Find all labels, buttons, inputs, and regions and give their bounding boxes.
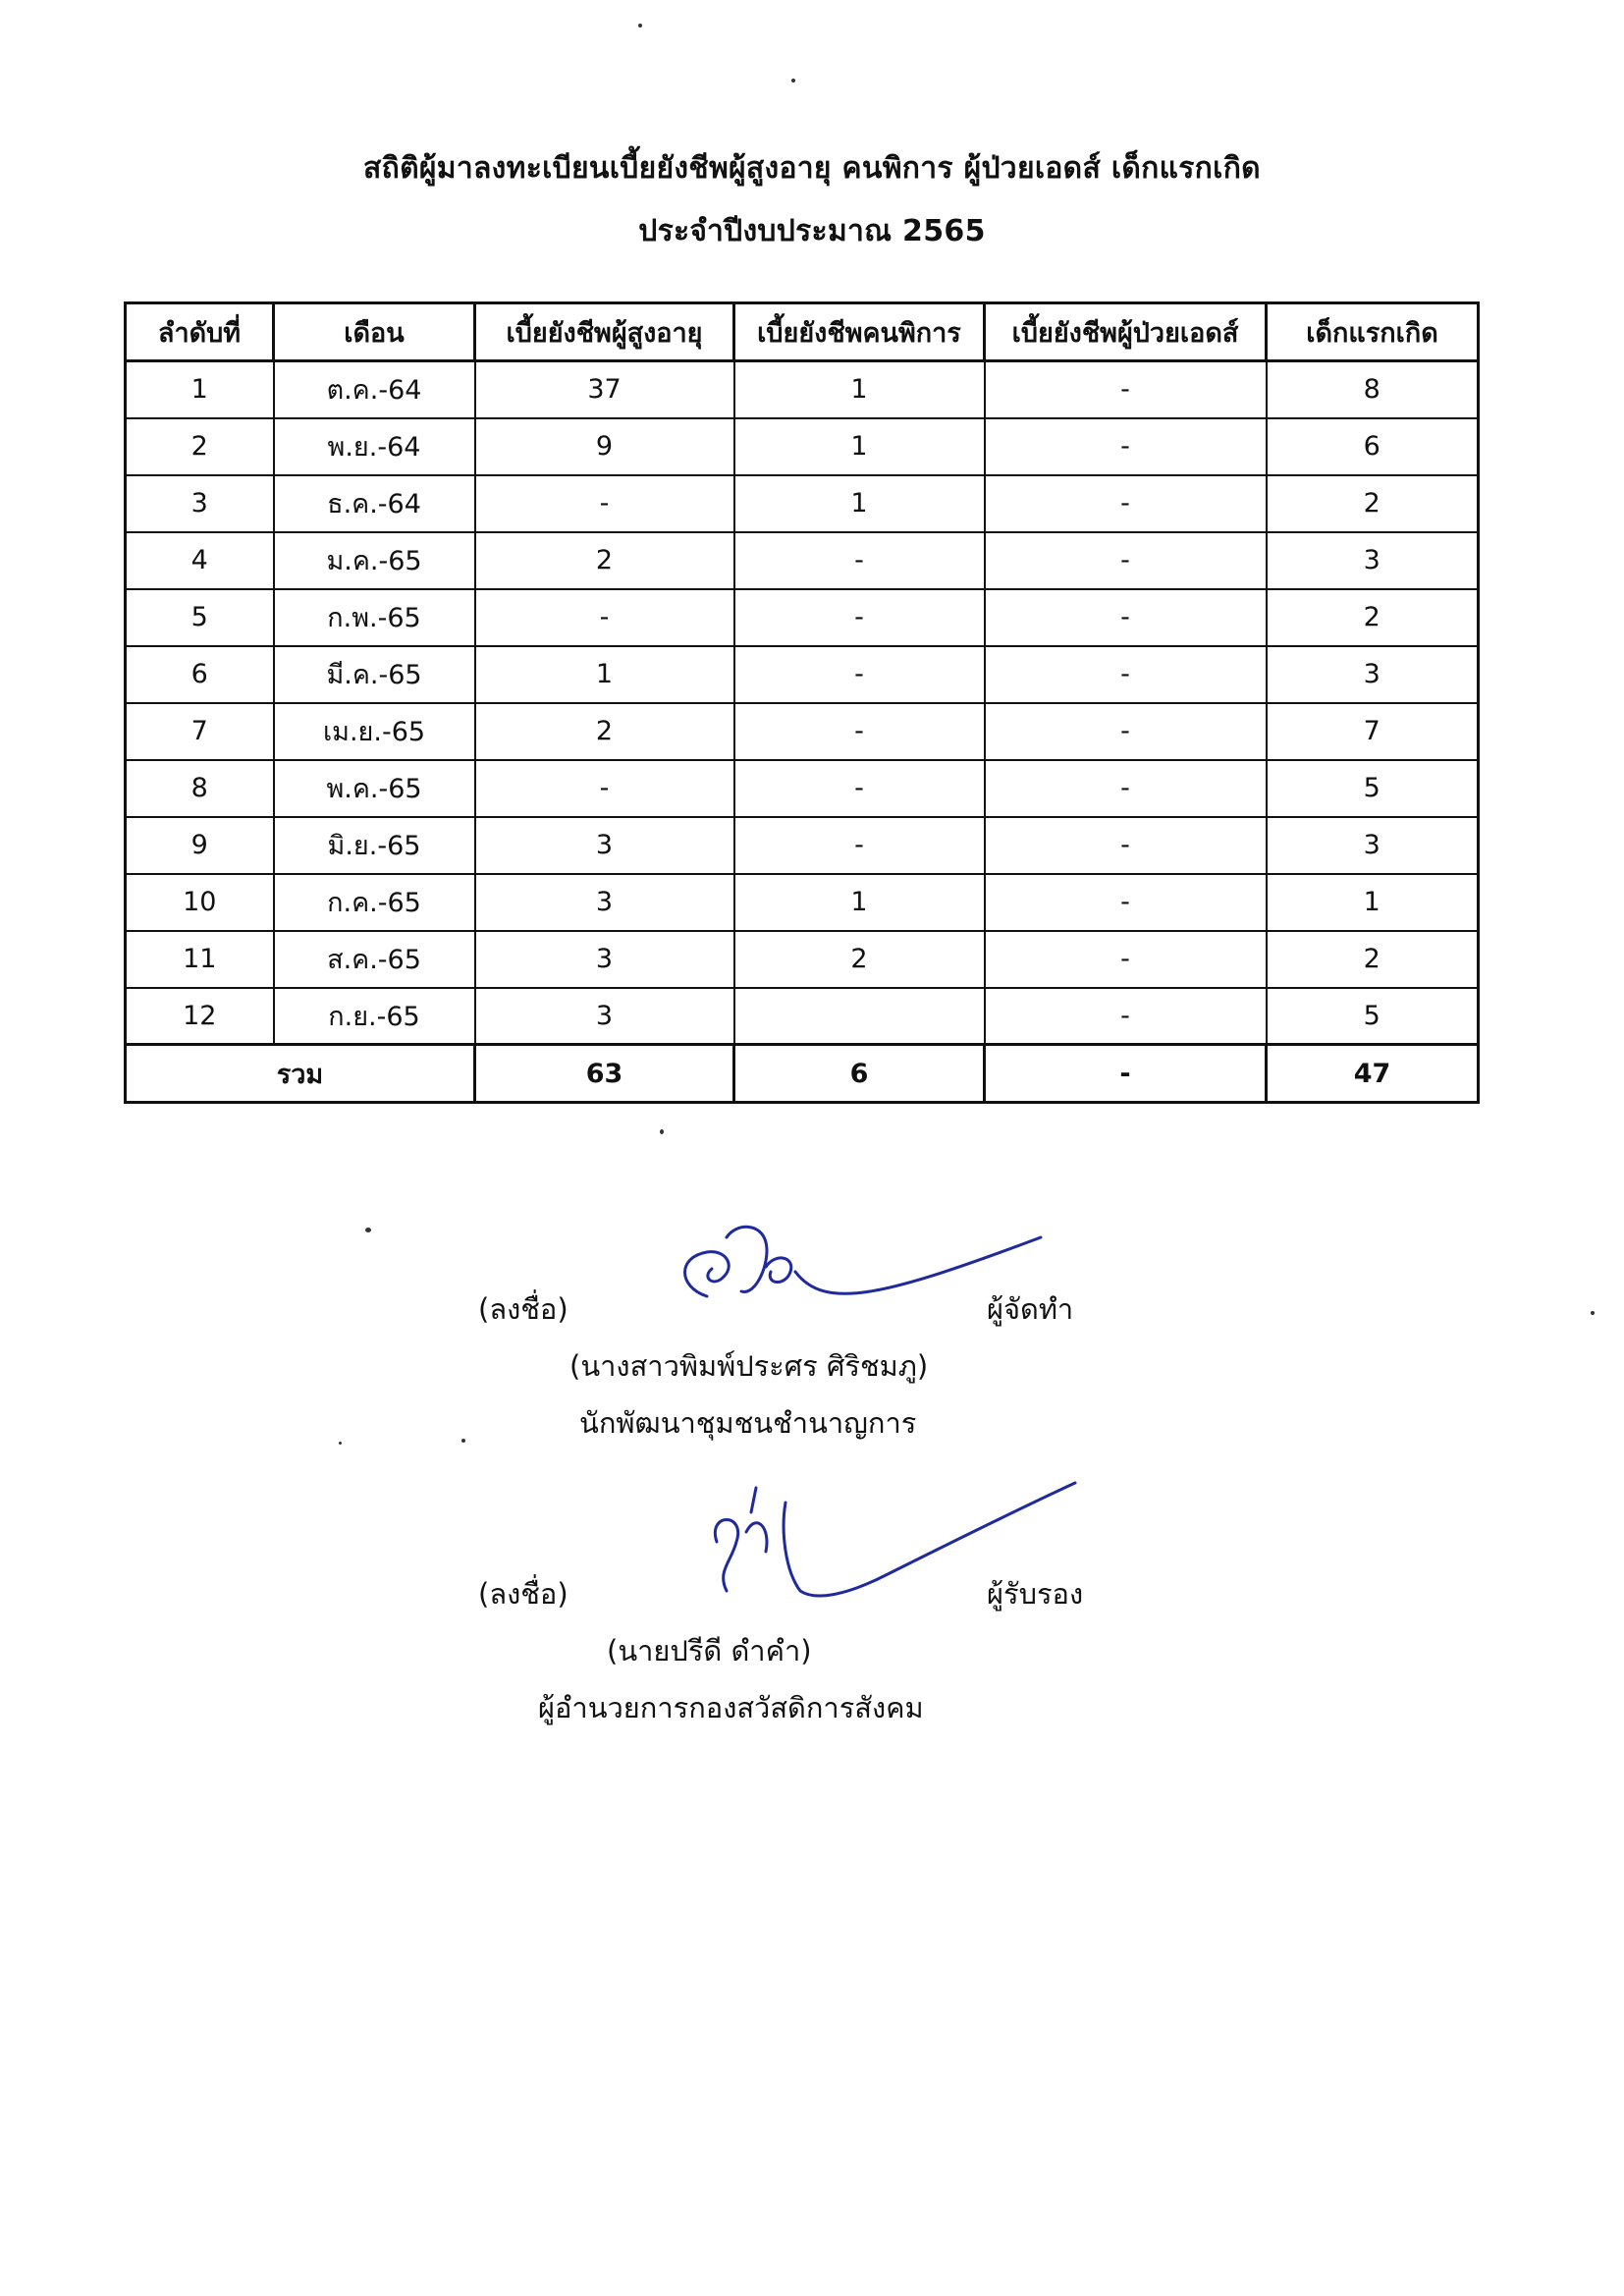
- table-row: [126, 418, 1479, 475]
- cell-elderly: 3: [475, 817, 734, 874]
- cell-month: ก.พ.-65: [274, 589, 475, 646]
- table-row: [126, 931, 1479, 988]
- cell-newborn: 2: [1267, 475, 1479, 532]
- cell-order: 11: [126, 931, 274, 988]
- cell-disabled: -: [734, 532, 985, 589]
- scan-speck: [1591, 1311, 1595, 1315]
- table-row: [126, 874, 1479, 931]
- cell-elderly: 2: [475, 532, 734, 589]
- cell-order: 10: [126, 874, 274, 931]
- total-elderly: 63: [475, 1045, 734, 1103]
- total-row: [126, 1045, 1479, 1103]
- cell-elderly: -: [475, 760, 734, 817]
- table-row: [126, 760, 1479, 817]
- cell-order: 12: [126, 988, 274, 1045]
- cell-elderly: 37: [475, 361, 734, 418]
- table-row: [126, 361, 1479, 418]
- approver-role: ผู้รับรอง: [987, 1577, 1084, 1611]
- cell-aids: -: [985, 817, 1267, 874]
- cell-aids: -: [985, 532, 1267, 589]
- cell-newborn: 2: [1267, 589, 1479, 646]
- cell-order: 8: [126, 760, 274, 817]
- cell-disabled: 1: [734, 418, 985, 475]
- cell-order: 3: [126, 475, 274, 532]
- cell-order: 2: [126, 418, 274, 475]
- cell-month: ธ.ค.-64: [274, 475, 475, 532]
- cell-elderly: 2: [475, 703, 734, 760]
- cell-aids: -: [985, 874, 1267, 931]
- cell-aids: -: [985, 988, 1267, 1045]
- cell-newborn: 3: [1267, 532, 1479, 589]
- header-order: ลำดับที่: [126, 303, 274, 361]
- cell-disabled: -: [734, 589, 985, 646]
- header-month: เดือน: [274, 303, 475, 361]
- cell-disabled: 2: [734, 931, 985, 988]
- cell-newborn: 7: [1267, 703, 1479, 760]
- table-row: [126, 589, 1479, 646]
- cell-order: 4: [126, 532, 274, 589]
- cell-month: ม.ค.-65: [274, 532, 475, 589]
- table-row: [126, 475, 1479, 532]
- cell-elderly: -: [475, 589, 734, 646]
- cell-aids: -: [985, 418, 1267, 475]
- cell-elderly: 3: [475, 988, 734, 1045]
- scan-speck: [461, 1439, 465, 1443]
- cell-newborn: 1: [1267, 874, 1479, 931]
- cell-disabled: -: [734, 817, 985, 874]
- cell-month: พ.ย.-64: [274, 418, 475, 475]
- cell-newborn: 8: [1267, 361, 1479, 418]
- cell-aids: -: [985, 931, 1267, 988]
- cell-disabled: -: [734, 646, 985, 703]
- cell-aids: -: [985, 475, 1267, 532]
- scan-speck: [339, 1442, 342, 1445]
- approver-sign-label: (ลงชื่อ): [478, 1577, 568, 1611]
- scan-speck: [660, 1129, 664, 1134]
- document-subtitle: ประจำปีงบประมาณ 2565: [638, 214, 986, 248]
- cell-month: ต.ค.-64: [274, 361, 475, 418]
- scan-speck: [365, 1228, 371, 1232]
- scan-speck: [791, 79, 795, 82]
- cell-disabled: [734, 988, 985, 1045]
- cell-order: 9: [126, 817, 274, 874]
- table-row: [126, 646, 1479, 703]
- cell-elderly: 9: [475, 418, 734, 475]
- cell-elderly: 3: [475, 931, 734, 988]
- cell-newborn: 2: [1267, 931, 1479, 988]
- cell-month: เม.ย.-65: [274, 703, 475, 760]
- cell-aids: -: [985, 760, 1267, 817]
- cell-aids: -: [985, 646, 1267, 703]
- cell-aids: -: [985, 361, 1267, 418]
- cell-month: ก.ค.-65: [274, 874, 475, 931]
- header-disabled: เบี้ยยังชีพคนพิการ: [734, 303, 985, 361]
- cell-newborn: 6: [1267, 418, 1479, 475]
- cell-order: 6: [126, 646, 274, 703]
- cell-order: 5: [126, 589, 274, 646]
- scan-speck: [638, 24, 642, 27]
- statistics-table: [124, 301, 1480, 1104]
- table-row: [126, 817, 1479, 874]
- cell-disabled: -: [734, 703, 985, 760]
- cell-aids: -: [985, 703, 1267, 760]
- total-label: รวม: [126, 1045, 475, 1103]
- preparer-position: นักพัฒนาชุมชนชำนาญการ: [579, 1406, 917, 1440]
- document-title: สถิติผู้มาลงทะเบียนเบี้ยยังชีพผู้สูงอายุ คนพิการ ผู้ป่วยเอดส์ เด็กแรกเกิด: [363, 151, 1261, 186]
- cell-disabled: -: [734, 760, 985, 817]
- table-row: [126, 532, 1479, 589]
- cell-elderly: -: [475, 475, 734, 532]
- cell-elderly: 1: [475, 646, 734, 703]
- cell-month: มี.ค.-65: [274, 646, 475, 703]
- preparer-name: (นางสาวพิมพ์ประศร ศิริชมภู): [569, 1349, 929, 1383]
- preparer-role: ผู้จัดทำ: [987, 1292, 1074, 1326]
- cell-month: ส.ค.-65: [274, 931, 475, 988]
- table-row: [126, 988, 1479, 1045]
- approver-position: ผู้อำนวยการกองสวัสดิการสังคม: [538, 1691, 924, 1724]
- cell-newborn: 5: [1267, 760, 1479, 817]
- cell-aids: -: [985, 589, 1267, 646]
- cell-disabled: 1: [734, 475, 985, 532]
- cell-order: 1: [126, 361, 274, 418]
- approver-name: (นายปรีดี ดำคำ): [607, 1634, 812, 1667]
- table-header-row: [126, 303, 1479, 361]
- header-elderly: เบี้ยยังชีพผู้สูงอายุ: [475, 303, 734, 361]
- total-newborn: 47: [1267, 1045, 1479, 1103]
- cell-disabled: 1: [734, 361, 985, 418]
- cell-newborn: 3: [1267, 817, 1479, 874]
- header-aids: เบี้ยยังชีพผู้ป่วยเอดส์: [985, 303, 1267, 361]
- preparer-sign-label: (ลงชื่อ): [478, 1292, 568, 1326]
- cell-order: 7: [126, 703, 274, 760]
- header-newborn: เด็กแรกเกิด: [1267, 303, 1479, 361]
- cell-elderly: 3: [475, 874, 734, 931]
- total-aids: -: [985, 1045, 1267, 1103]
- cell-month: พ.ค.-65: [274, 760, 475, 817]
- table-row: [126, 703, 1479, 760]
- total-disabled: 6: [734, 1045, 985, 1103]
- cell-month: ก.ย.-65: [274, 988, 475, 1045]
- cell-month: มิ.ย.-65: [274, 817, 475, 874]
- cell-newborn: 3: [1267, 646, 1479, 703]
- cell-disabled: 1: [734, 874, 985, 931]
- cell-newborn: 5: [1267, 988, 1479, 1045]
